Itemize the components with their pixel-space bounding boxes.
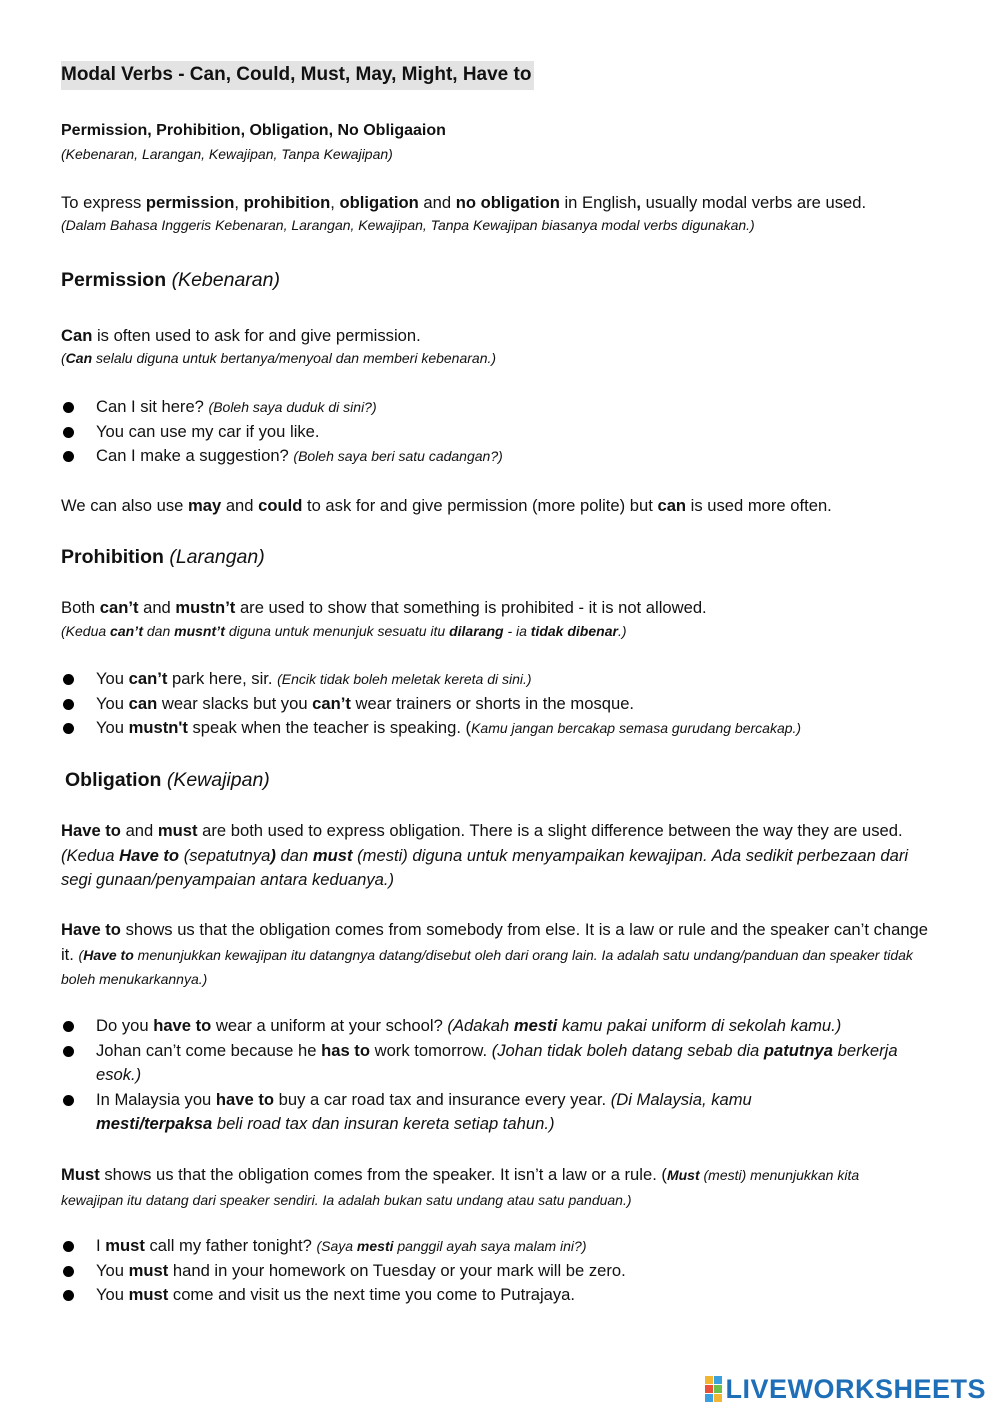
list-item: You can’t park here, sir. (Encik tidak boleh meletak kereta di sini.): [61, 667, 801, 692]
list-item: You mustn't speak when the teacher is speaking. (Kamu jangan bercakap semasa gurudang bercakap.): [61, 716, 801, 741]
bullet-icon: [63, 402, 74, 413]
obligation-paragraph-2: Have to shows us that the obligation comes from somebody from else. It is a law or rule and the speaker can’t change it. (Have to menunjukkan kewajipan itu datangnya datang/disebut oleh dari orang lain. Ia adalah satu undang/panduan dan speaker tidak boleh menukarkannya.): [61, 920, 929, 988]
prohibition-heading: Prohibition (Larangan): [61, 546, 265, 568]
bullet-icon: [63, 699, 74, 710]
bullet-icon: [63, 1021, 74, 1032]
bullet-icon: [63, 1290, 74, 1301]
bullet-icon: [63, 1241, 74, 1252]
prohibition-list: [61, 667, 801, 741]
obligation-paragraph-3: Must shows us that the obligation comes from the speaker. It isn’t a law or a rule. (Must (mesti) menunjukkan kita kewajipan itu datang dari speaker sendiri. Ia adalah bukan satu undang atau satu panduan.): [61, 1165, 860, 1208]
prohibition-translation: (Kedua can’t dan musnt’t diguna untuk menunjuk sesuatu itu dilarang - ia tidak dibenar.): [61, 623, 627, 639]
intro-line: To express permission, prohibition, obligation and no obligation in English, usually modal verbs are used.: [61, 193, 867, 212]
list-item: I must call my father tonight? (Saya mesti panggil ayah saya malam ini?): [61, 1234, 626, 1259]
list-item: You must hand in your homework on Tuesday or your mark will be zero.: [61, 1259, 626, 1284]
list-item: Do you have to wear a uniform at your school? (Adakah mesti kamu pakai uniform di sekolah kamu.): [61, 1014, 916, 1039]
permission-heading: Permission (Kebenaran): [61, 269, 280, 291]
obligation-heading: Obligation (Kewajipan): [65, 769, 270, 791]
subtitle: Permission, Prohibition, Obligation, No Obligaaion: [61, 122, 446, 139]
bullet-icon: [63, 723, 74, 734]
bullet-icon: [63, 1046, 74, 1057]
bullet-icon: [63, 1095, 74, 1106]
bullet-icon: [63, 674, 74, 685]
page-title: Modal Verbs - Can, Could, Must, May, Might, Have to: [61, 61, 534, 90]
subtitle-translation: (Kebenaran, Larangan, Kewajipan, Tanpa Kewajipan): [61, 146, 393, 162]
list-item: You must come and visit us the next time you come to Putrajaya.: [61, 1283, 626, 1308]
permission-list: [61, 395, 503, 469]
permission-note: We can also use may and could to ask for and give permission (more polite) but can is used more often.: [61, 496, 832, 515]
permission-line: Can is often used to ask for and give permission.: [61, 326, 421, 345]
bullet-icon: [63, 1266, 74, 1277]
must-list: [61, 1234, 626, 1308]
list-item: Johan can’t come because he has to work tomorrow. (Johan tidak boleh datang sebab dia patutnya berkerja esok.): [61, 1039, 916, 1088]
list-item: You can use my car if you like.: [61, 420, 503, 445]
list-item: Can I sit here? (Boleh saya duduk di sini?): [61, 395, 503, 420]
bullet-icon: [63, 427, 74, 438]
logo-mark-icon: [705, 1376, 722, 1402]
liveworksheets-logo: [705, 1374, 986, 1404]
list-item: Can I make a suggestion? (Boleh saya beri satu cadangan?): [61, 444, 503, 469]
prohibition-line: Both can’t and mustn’t are used to show that something is prohibited - it is not allowed.: [61, 598, 707, 617]
logo-text: LIVEWORKSHEETS: [725, 1373, 986, 1404]
obligation-paragraph-1: Have to and must are both used to express obligation. There is a slight difference between the way they are used. (Kedua Have to (sepatutnya) dan must (mesti) diguna untuk menyampaikan kewajipan. Ada sedikit perbezaan dari segi gunaan/penyampaian antara keduanya.): [61, 821, 909, 890]
permission-translation: (Can selalu diguna untuk bertanya/menyoal dan memberi kebenaran.): [61, 350, 497, 366]
list-item: In Malaysia you have to buy a car road tax and insurance every year. (Di Malaysia, kamu mesti/terpaksa beli road tax dan insuran kereta setiap tahun.): [61, 1088, 916, 1137]
obligation-list: [61, 1014, 916, 1137]
list-item: You can wear slacks but you can’t wear trainers or shorts in the mosque.: [61, 692, 801, 717]
bullet-icon: [63, 451, 74, 462]
intro-translation: (Dalam Bahasa Inggeris Kebenaran, Larangan, Kewajipan, Tanpa Kewajipan biasanya modal verbs digunakan.): [61, 217, 755, 233]
